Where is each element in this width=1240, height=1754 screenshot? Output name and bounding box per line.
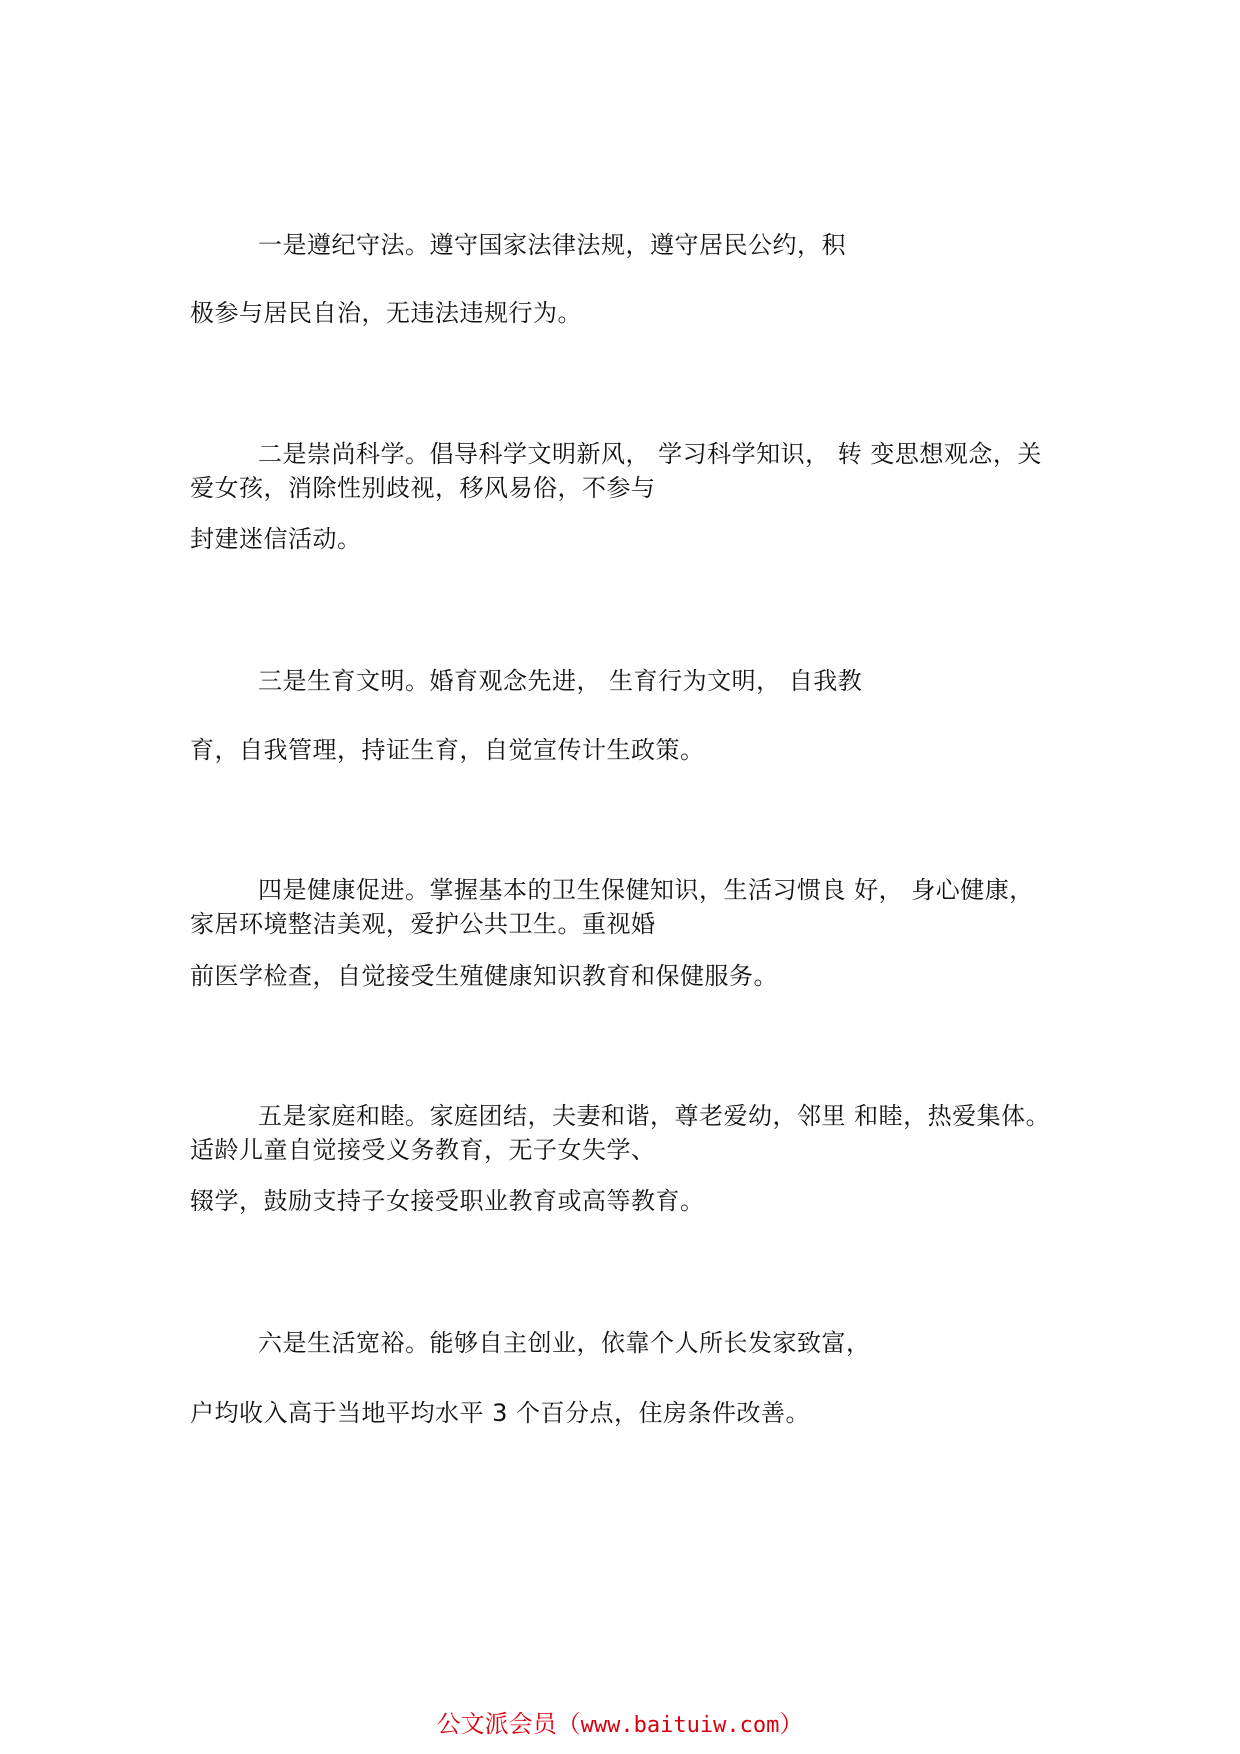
- paragraph-2-line-3: 封建迷信活动。: [190, 525, 362, 553]
- paragraph-4-line-3: 前医学检查，自觉接受生殖健康知识教育和保健服务。: [190, 962, 778, 990]
- footer-membership-link[interactable]: [0, 1707, 1240, 1743]
- footer-label: 公文派会员（: [436, 1710, 581, 1738]
- paragraph-5-line-1: 五是家庭和睦。家庭团结，夫妻和谐，尊老爱幼，邻里 和睦，热爱集体。: [258, 1102, 1051, 1130]
- paragraph-6-line-2: 户均收入高于当地平均水平 3 个百分点，住房条件改善。: [190, 1399, 811, 1427]
- paragraph-5-line-2: 适龄儿童自觉接受义务教育，无子女失学、: [190, 1136, 656, 1164]
- paragraph-5-line-3: 辍学，鼓励支持子女接受职业教育或高等教育。: [190, 1187, 705, 1215]
- footer-url[interactable]: www.baituiw.com: [580, 1713, 780, 1738]
- paragraph-1-line-2: 极参与居民自治，无违法违规行为。: [190, 299, 582, 327]
- paragraph-3-line-2: 育，自我管理，持证生育，自觉宣传计生政策。: [190, 736, 705, 764]
- paragraph-4-line-1: 四是健康促进。掌握基本的卫生保健知识，生活习惯良 好， 身心健康，: [258, 876, 1034, 904]
- paragraph-3-line-1: 三是生育文明。婚育观念先进， 生育行为文明， 自我教: [258, 667, 863, 695]
- footer-close: ）: [779, 1710, 804, 1738]
- paragraph-2-line-1: 二是崇尚科学。倡导科学文明新风， 学习科学知识， 转 变思想观念，关: [258, 440, 1042, 468]
- paragraph-2-line-2: 爱女孩，消除性别歧视，移风易俗，不参与: [190, 474, 656, 502]
- paragraph-6-line-1: 六是生活宽裕。能够自主创业，依靠个人所长发家致富，: [258, 1329, 871, 1357]
- paragraph-4-line-2: 家居环境整洁美观，爱护公共卫生。重视婚: [190, 910, 656, 938]
- paragraph-1-line-1: 一是遵纪守法。遵守国家法律法规，遵守居民公约，积: [258, 231, 846, 259]
